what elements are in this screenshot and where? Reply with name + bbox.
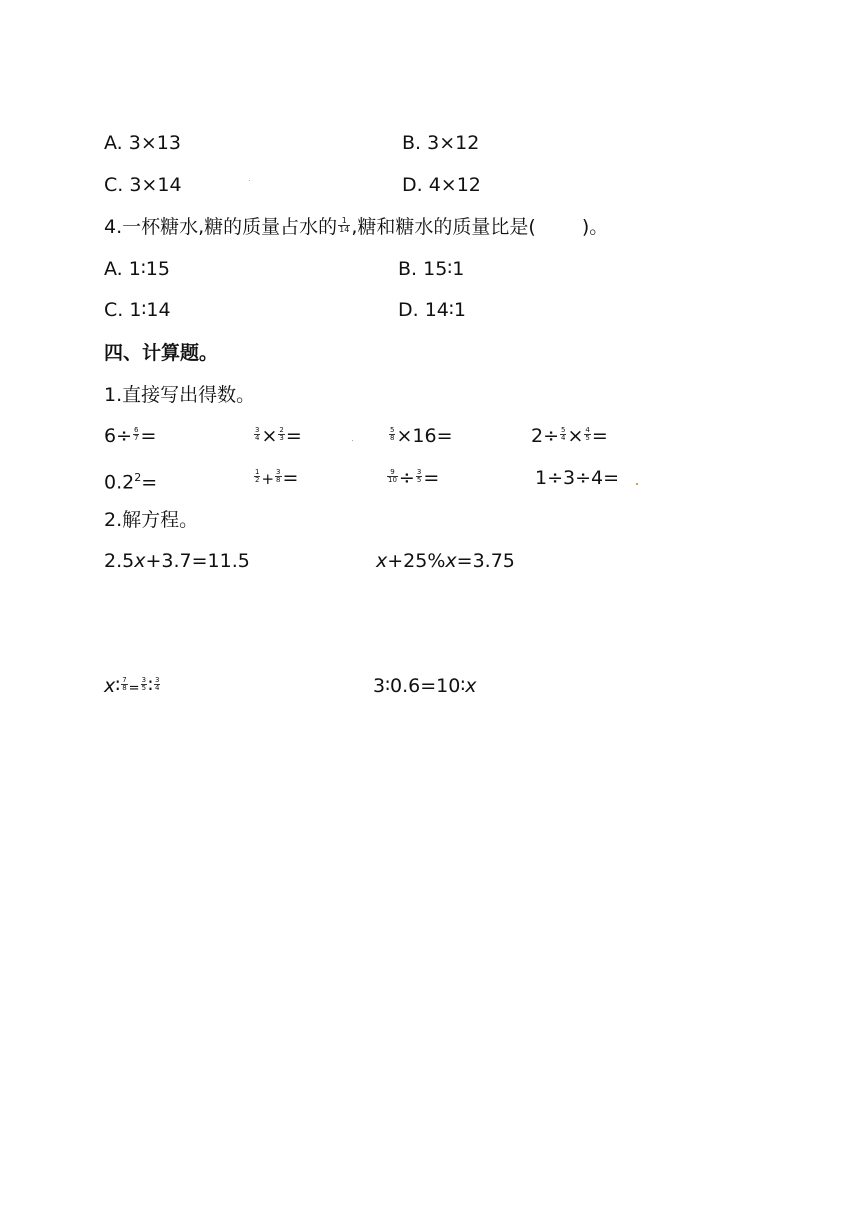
- fraction-numerator: 2: [279, 426, 284, 434]
- q4-stem-prefix: 4.一杯糖水,糖的质量占水的: [104, 216, 338, 238]
- fraction: [584, 427, 590, 442]
- q4-stem: [104, 214, 608, 240]
- exponent: 2: [134, 471, 142, 484]
- equation-1: [104, 548, 250, 574]
- expr-text: =: [282, 467, 299, 489]
- expr-text: +25%: [387, 550, 446, 572]
- fraction-denominator: 14: [339, 225, 350, 234]
- scan-speck: [352, 440, 353, 441]
- fraction-denominator: 2: [255, 476, 260, 484]
- expr-text: 2÷: [531, 425, 560, 447]
- fraction-numerator: 5: [390, 426, 395, 434]
- q4-option-a: A. 1∶15: [104, 258, 170, 280]
- fraction: [387, 469, 398, 484]
- direct-calc-1: [104, 423, 156, 449]
- fraction-numerator: 3: [255, 426, 260, 434]
- q4-fraction: [338, 217, 350, 234]
- expr-text: =: [591, 425, 608, 447]
- fraction-denominator: 8: [122, 684, 127, 692]
- variable: x: [376, 550, 388, 572]
- fraction-numerator: 3: [141, 676, 147, 684]
- fraction-denominator: 5: [416, 476, 422, 484]
- q3-option-a: A. 3×13: [104, 132, 181, 154]
- direct-calc-3: [388, 423, 453, 449]
- fraction-denominator: 4: [255, 434, 260, 442]
- expr-text: =: [423, 467, 440, 489]
- fraction-denominator: 4: [561, 434, 566, 442]
- direct-calc-2: [253, 423, 302, 449]
- scan-speck: [249, 180, 250, 181]
- direct-calc-4: [531, 423, 608, 449]
- fraction: [416, 469, 422, 484]
- direct-calc-6: [253, 465, 298, 492]
- subquestion-2-title: 2.解方程。: [104, 509, 199, 531]
- fraction-denominator: 8: [276, 476, 281, 484]
- variable: x: [104, 675, 116, 697]
- q3-option-d: D. 4×12: [402, 174, 481, 196]
- expr-text: 0.2: [104, 471, 135, 494]
- direct-calc-8: 1÷3÷4=: [535, 467, 620, 489]
- fraction: [560, 427, 566, 442]
- fraction-numerator: 3: [155, 676, 160, 684]
- fraction: [133, 427, 139, 442]
- operator: ∶: [115, 675, 121, 697]
- expr-text: 2.5: [104, 550, 135, 572]
- operator: =: [128, 681, 140, 696]
- operator: +: [261, 470, 275, 488]
- fraction-numerator: 4: [585, 426, 590, 434]
- operator: ×: [567, 425, 584, 447]
- fraction: [275, 469, 281, 484]
- fraction: [254, 427, 260, 442]
- fraction: [121, 677, 127, 692]
- fraction-numerator: 1: [255, 468, 260, 476]
- fraction-denominator: 5: [141, 684, 147, 692]
- fraction-denominator: 4: [155, 684, 160, 692]
- fraction-numerator: 3: [276, 468, 281, 476]
- expr-text: =: [140, 425, 157, 447]
- q4-option-d: D. 14∶1: [398, 299, 466, 321]
- variable: x: [465, 675, 477, 697]
- fraction: [389, 427, 395, 442]
- expr-text: =: [285, 425, 302, 447]
- expr-text: 6÷: [104, 425, 133, 447]
- fraction-numerator: 7: [122, 676, 127, 684]
- expr-text: 3∶0.6=10∶: [373, 675, 466, 697]
- q4-stem-suffix: ,糖和糖水的质量比是(: [351, 216, 536, 238]
- fraction: [278, 427, 284, 442]
- equation-4: [373, 673, 477, 699]
- fraction-numerator: 3: [416, 468, 422, 476]
- fraction-denominator: 10: [388, 476, 397, 484]
- variable: x: [134, 550, 146, 572]
- q4-option-c: C. 1∶14: [104, 299, 171, 321]
- fraction: [154, 677, 160, 692]
- operator: ÷: [398, 467, 415, 489]
- fraction: [254, 469, 260, 484]
- fraction-numerator: 5: [561, 426, 566, 434]
- direct-calc-5: [104, 465, 157, 495]
- section-heading: 四、计算题。: [104, 342, 219, 364]
- expr-text: =3.75: [456, 550, 515, 572]
- scan-speck: [636, 483, 638, 485]
- q4-stem-close: )。: [581, 216, 609, 238]
- q4-option-b: B. 15∶1: [398, 258, 465, 280]
- fraction: [141, 677, 147, 692]
- q3-option-c: C. 3×14: [104, 174, 182, 196]
- fraction-denominator: 3: [279, 434, 284, 442]
- equation-2: [376, 548, 515, 574]
- expr-text: =: [141, 471, 158, 494]
- fraction-numerator: 9: [387, 469, 398, 477]
- equation-3: [104, 673, 161, 702]
- variable: x: [445, 550, 457, 572]
- fraction-denominator: 5: [585, 434, 590, 442]
- operator: ∶: [148, 675, 153, 697]
- fraction-numerator: 6: [134, 426, 139, 434]
- expr-text: ×16=: [396, 425, 453, 447]
- fraction-denominator: 7: [134, 434, 139, 442]
- operator: ×: [261, 425, 278, 447]
- q3-option-b: B. 3×12: [402, 132, 480, 154]
- expr-text: +3.7=11.5: [145, 550, 250, 572]
- fraction-numerator: 1: [338, 217, 350, 226]
- fraction-denominator: 8: [390, 434, 395, 442]
- direct-calc-7: [386, 465, 439, 491]
- subquestion-1-title: 1.直接写出得数。: [104, 384, 256, 406]
